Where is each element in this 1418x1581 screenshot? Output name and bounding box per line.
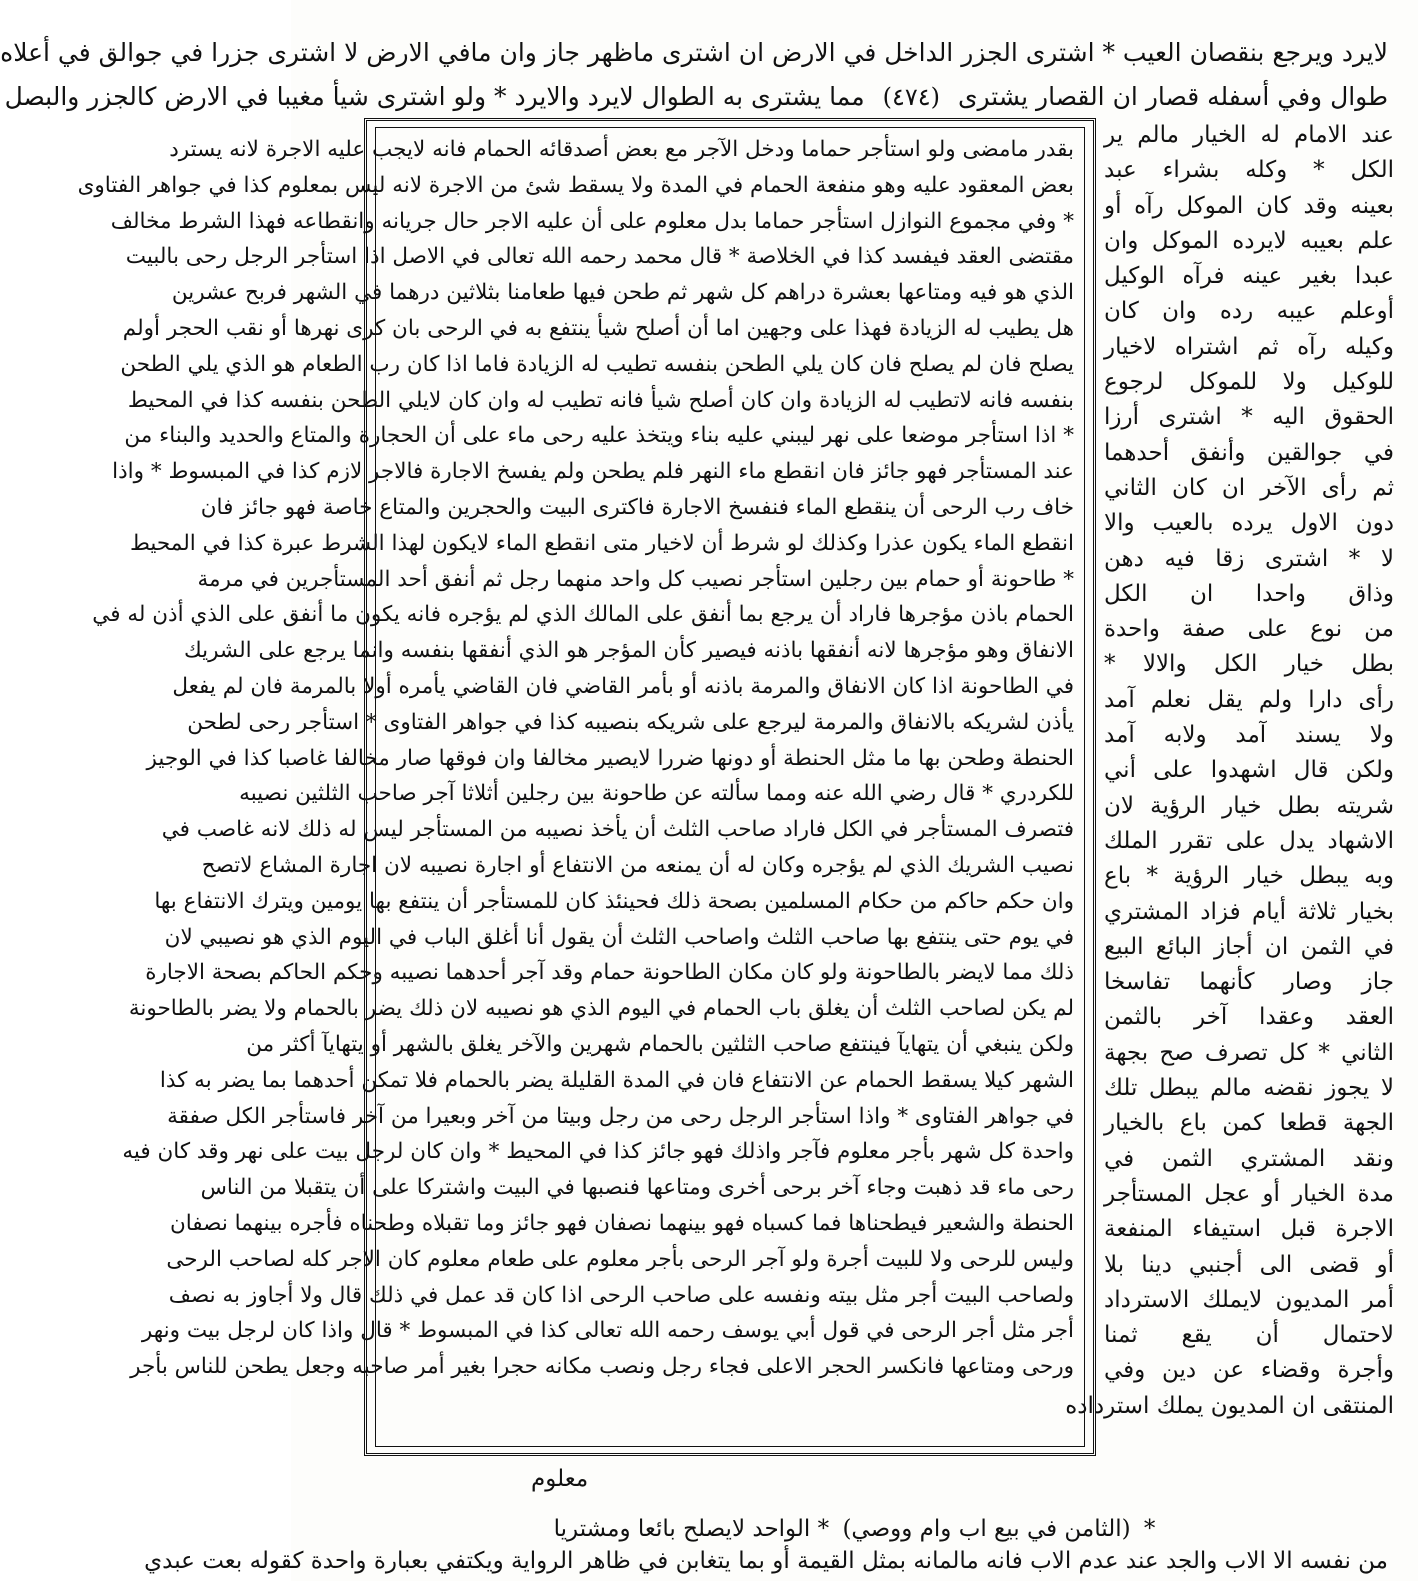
margin-text-line: الثاني * كل تصرف صح بجهة <box>1104 1039 1394 1066</box>
margin-text-line: وبه يبطل خيار الرؤية * باع <box>1104 863 1394 890</box>
margin-text-line: المنتقى ان المديون يملك استرداده <box>1065 1392 1394 1419</box>
margin-text-line: بطل خيار الكل والالا * <box>1104 651 1394 678</box>
main-text-frame <box>77 118 1096 1456</box>
margin-text-line: للوكيل ولا للموكل لرجوع <box>1104 369 1394 396</box>
margin-text-line: وكيله رآه ثم اشتراه لاخيار <box>1104 333 1394 360</box>
footer-line-1 <box>321 1464 1388 1494</box>
margin-text-line: الكل * وكله بشراء عبد <box>1104 157 1394 184</box>
margin-text-line: ولكن قال اشهدوا على أني <box>1104 757 1394 784</box>
main-text-line: يصلح فان لم يصلح فان كان يلي الطحن بنفسه تطيب له الزيادة فاما اذا كان رب الطعام هو الذي يلي الطحن <box>120 351 1074 377</box>
margin-text-line: دون الاول يرده بالعيب والا <box>1104 510 1394 537</box>
main-text-line: خاف رب الرحى أن ينقطع الماء فنفسخ الاجارة فاكترى البيت والحجرين والمتاع خاصة فهو جائز فان <box>200 494 1074 520</box>
main-text-line: في يوم حتى ينتفع بها صاحب الثلث واصاحب الثلث أن يقول أنا أغلق الباب في اليوم الذي هو نصيبي لان <box>164 924 1074 950</box>
main-text-line: بقدر مامضى ولو استأجر حماما ودخل الآجر مع بعض أصدقائه الحمام فانه لايجب عليه الاجرة لانه يسترد <box>169 137 1074 162</box>
main-text-line: ولصاحب البيت أجر مثل بيته ونفسه على صاحب الرحى اذا كان قد عمل في ذلك قال ولا أجاوز به نصف <box>168 1282 1074 1308</box>
main-text-line: بنفسه فانه لاتطيب له الزيادة وان كان أصلح شيأ فانه تطيب له وان كان لايلي الطحن بنفسه كذا في المحيط <box>127 387 1074 413</box>
footer-line-2 <box>321 1514 1388 1544</box>
header-line-2-right: طوال وفي أسفله قصار ان القصار يشترى <box>957 82 1388 111</box>
header-line-2-left: مما يشترى به الطوال لايرد والايرد * ولو اشترى شيأ مغيبا في الارض كالجزر والبصل <box>4 82 865 111</box>
footer-star: * <box>1143 1516 1156 1542</box>
main-text-line: مقتضى العقد فيفسد كذا في الخلاصة * قال محمد رحمه الله تعالى في الاصل اذا استأجر الرجل رحى بالبيت <box>125 244 1074 270</box>
margin-text-line: العقد وعقدا آخر بالثمن <box>1104 1004 1394 1031</box>
main-text-line: انقطع الماء يكون عذرا وكذلك لو شرط أن لاخيار متى انقطع الماء لايكون لهذا الشرط عبرة كذا في المحيط <box>130 530 1074 556</box>
main-text-line: نصيب الشريك الذي لم يؤجره وكان له أن يمنعه من الانتفاع أو اجارة نصيبه لان اجارة المشاع لاتصح <box>201 852 1074 878</box>
main-text-line: وليس للرحى ولا للبيت أجرة ولو آجر الرحى بأجر معلوم على طعام معلوم كان الاجر كله لصاحب الرحى <box>166 1246 1074 1272</box>
margin-text-line: لا يجوز نقضه مالم يبطل تلك <box>1104 1075 1394 1102</box>
main-text-line: هل يطيب له الزيادة فهذا على وجهين اما أن أصلح شيأ ينتفع به في الرحى بان كرى نهرها أو نقب الحجر أولم <box>122 315 1074 341</box>
margin-text-line: وأجرة وقضاء عن دين وفي <box>1104 1357 1394 1384</box>
footer-catchword: معلوم <box>531 1466 589 1492</box>
main-text-line: * طاحونة أو حمام بين رجلين استأجر نصيب كل واحد منهما رجل ثم أنفق أحد المستأجرين في مرمة <box>197 566 1074 592</box>
header-line-1: لايرد ويرجع بنقصان العيب * اشترى الجزر الداخل في الارض ان اشترى ماظهر جاز وان مافي الارض لا اشترى جزرا في جوالق في أعلاه <box>0 38 1388 67</box>
main-text-line: ولكن ينبغي أن يتهايآ فينتفع صاحب الثلثين بالحمام شهرين والآخر يغلق بالشهر أو يتهايآ أكثر من <box>246 1031 1074 1057</box>
margin-text-line: من نوع على صفة واحدة <box>1104 616 1394 643</box>
margin-text-line: رأى دارا ولم يقل نعلم آمد <box>1104 686 1394 713</box>
main-text-line: الشهر كيلا يسقط الحمام عن الانتفاع فان في المدة القليلة يضر بالحمام فلا تمكن أحدهما بما يضر به كذا <box>159 1067 1074 1093</box>
margin-text-line: في الثمن ان أجاز البائع البيع <box>1104 933 1394 960</box>
main-text-line: الانفاق وهو مؤجرها لانه أنفقها باذنه فيصير كأن المؤجر هو الذي أنفقها بنفسه وانما يرجع على الشريك <box>183 638 1074 664</box>
main-text-line: الحنطة والشعير فيطحناها فما كسباه فهو بينهما نصفان فهو جائز وما تقبلاه وطحناه فأجره بينهما نصفان <box>169 1210 1074 1236</box>
margin-text-line: جاز وصار كأنهما تفاسخا <box>1104 969 1394 996</box>
margin-text-line: لاحتمال أن يقع ثمنا <box>1104 1322 1394 1349</box>
margin-text-line: لا * اشترى زقا فيه دهن <box>1104 545 1394 572</box>
main-text-line: * اذا استأجر موضعا على نهر ليبني عليه بناء ويتخذ عليه رحى ماء على أن الحجارة والمتاع والحديد والبناء من <box>124 423 1074 449</box>
margin-text-line: بعينه وقد كان الموكل رآه أو <box>1104 192 1394 219</box>
main-text-line: ورحى ومتاعها فانكسر الحجر الاعلى فجاء رجل ونصب مكانه حجرا بغير أمر صاحبه وجعل يطحن للناس بأجر <box>130 1354 1074 1380</box>
margin-text-line: الحقوق اليه * اشترى أرزا <box>1104 404 1394 431</box>
main-text-line: رحى ماء قد ذهبت وجاء آخر برحى أخرى ومتاعها فنصبها في البيت واشتركا على أن يتقبلا من الناس <box>200 1175 1074 1201</box>
margin-text-line: عند الامام له الخيار مالم ير <box>1104 122 1394 148</box>
margin-text-line: ونقد المشتري الثمن في <box>1104 1145 1394 1172</box>
main-text-line: * وفي مجموع النوازل استأجر حماما بدل معلوم على أن عليه الاجر حال جريانه وانقطاعه فهذا الشرط مخالف <box>110 208 1074 234</box>
margin-text-line: أوعلم عيبه رده وان كان <box>1104 298 1394 325</box>
page-number: (٤٧٤) <box>882 83 940 111</box>
header-line-2 <box>4 80 1388 114</box>
chapter-heading: (الثامن في بيع اب وام ووصي) <box>842 1516 1131 1542</box>
main-text-line: واحدة كل شهر بأجر معلوم فآجر واذلك فهو جائز كذا في المحيط * وان كان لرجل بيت على نهر وقد كان فيه <box>122 1139 1074 1165</box>
main-text-line: يأذن لشريكه بالانفاق والمرمة ليرجع على شريكه بنصيبه كذا في جواهر الفتاوى * استأجر رحى لطحن <box>187 709 1074 735</box>
main-text-line: الحمام باذن مؤجرها فاراد أن يرجع بما أنفق على المالك الذي لم يؤجره فانه يكون ما أنفق على الذي أذن له في <box>92 602 1074 628</box>
main-text-line: الحنطة وطحن بها ما مثل الحنطة أو دونها ضررا لايصير مخالفا وان فوقها صار مخالفا غاصبا كذا في الوجيز <box>146 745 1074 771</box>
margin-text-line: علم بعيبه لايرده الموكل وان <box>1104 227 1394 254</box>
main-text-line: الذي هو فيه ومتاعها بعشرة دراهم كل شهر ثم طحن فيها طعامنا بثلاثين درهما في الشهر فربح عشرين <box>171 280 1074 306</box>
main-text-line: في الطاحونة اذا كان الانفاق والمرمة باذنه أو بأمر القاضي فان القاضي يأمره أولا بالمرمة فان لم يفعل <box>172 673 1074 699</box>
margin-text-line: شريته بطل خيار الرؤية لان <box>1104 792 1394 819</box>
footer-line-3: من نفسه الا الاب والجد عند عدم الاب فانه مالمانه بمثل القيمة أو بما يتغابن في ظاهر الرواية ويكتفي بعبارة واحدة كقوله بعت عبدي <box>144 1548 1388 1574</box>
footer-continuation: * الواحد لايصلح بائعا ومشتريا <box>553 1516 830 1542</box>
margin-text-line: عبدا بغير عينه فرآه الوكيل <box>1104 263 1394 290</box>
main-text-line: في جواهر الفتاوى * واذا استأجر الرجل رحى من رجل وبيتا من آخر وبعيرا من آخر فاستأجر الكل صفقة <box>167 1103 1074 1129</box>
main-text-line: لم يكن لصاحب الثلث أن يغلق باب الحمام في اليوم الذي هو نصيبه لان ذلك يضر بالحمام ولا يضر بالطاحونة <box>128 996 1074 1022</box>
margin-text-line: في جوالقين وأنفق أحدهما <box>1104 439 1394 466</box>
margin-text-line: أو قضى الى أجنبي دينا بلا <box>1104 1251 1394 1278</box>
main-text-line: للكردري * قال رضي الله عنه ومما سألته عن طاحونة بين رجلين أثلاثا آجر صاحب الثلثين نصيبه <box>239 781 1074 807</box>
main-text-line: فتصرف المستأجر في الكل فاراد صاحب الثلث أن يأخذ نصيبه من المستأجر ليس له ذلك لانه غاصب في <box>161 817 1074 843</box>
margin-text-line: الاشهاد يدل على تقرر الملك <box>1104 827 1394 854</box>
margin-text-line: وذاق واحدا ان الكل <box>1104 580 1394 607</box>
main-text-line: وان حكم حاكم من حكام المسلمين بصحة ذلك فحينئذ كان للمستأجر أن ينتفع بها يومين ويترك الانتفاع بها <box>154 888 1074 914</box>
margin-commentary <box>1065 118 1394 1458</box>
margin-text-line: بخيار ثلاثة أيام فزاد المشتري <box>1104 898 1394 925</box>
main-text-line: ذلك مما لايضر بالطاحونة ولو كان مكان الطاحونة حمام وقد آجر أحدهما نصيبه وحكم الحاكم بصحة الاجارة <box>145 960 1074 986</box>
margin-text-line: ولا يسند آمد ولابه آمد <box>1104 722 1394 749</box>
main-text-body <box>77 127 1085 1447</box>
margin-text-line: الاجرة قبل استيفاء المنفعة <box>1104 1216 1394 1243</box>
margin-text-line: الجهة قطعا كمن باع بالخيار <box>1104 1110 1394 1137</box>
main-text-line: بعض المعقود عليه وهو منفعة الحمام في المدة ولا يسقط شئ من الاجرة لانه ليس بمعلوم كذا في جواهر الفتاوى <box>77 172 1074 198</box>
margin-text-line: مدة الخيار أو عجل المستأجر <box>1104 1180 1394 1207</box>
main-text-line: أجر مثل أجر الرحى في قول أبي يوسف رحمه الله تعالى كذا في المبسوط * قال واذا كان لرجل بيت ونهر <box>141 1318 1074 1344</box>
main-text-line: عند المستأجر فهو جائز فان انقطع ماء النهر فلم يطحن ولم يفسخ الاجارة فالاجر لازم كذا في المبسوط * واذا <box>112 459 1074 485</box>
margin-text-line: أمر المديون لايملك الاسترداد <box>1104 1286 1394 1313</box>
margin-text-line: ثم رأى الآخر ان كان الثاني <box>1104 474 1394 501</box>
